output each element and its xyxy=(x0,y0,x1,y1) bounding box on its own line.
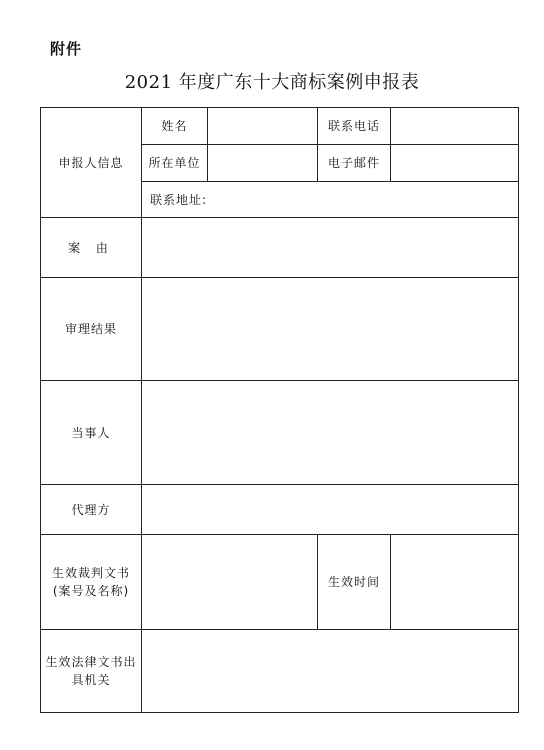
page-title: 2021 年度广东十大商标案例申报表 xyxy=(124,72,420,93)
row-agent xyxy=(41,485,519,535)
judgment-field[interactable] xyxy=(142,535,318,630)
agent-text: 代理方 xyxy=(71,502,111,517)
judgment-label-line2: (案号及名称) xyxy=(52,584,130,598)
email-label-text: 电子邮件 xyxy=(327,156,380,170)
parties-text: 当事人 xyxy=(71,425,111,440)
name-field[interactable] xyxy=(208,108,318,145)
agent-field[interactable] xyxy=(142,485,519,535)
applicant-info-label xyxy=(41,108,142,218)
effective-time-text: 生效时间 xyxy=(327,575,380,589)
address-field[interactable] xyxy=(142,182,519,218)
phone-label xyxy=(318,108,391,145)
agent-label xyxy=(41,485,142,535)
name-label-text: 姓名 xyxy=(161,119,188,133)
applicant-info-text: 申报人信息 xyxy=(58,155,124,170)
case-cause-field[interactable] xyxy=(142,218,519,278)
unit-field[interactable] xyxy=(208,145,318,182)
parties-label xyxy=(41,381,142,485)
name-label xyxy=(142,108,208,145)
trial-result-text: 审理结果 xyxy=(64,322,117,336)
row-name-phone xyxy=(41,108,519,145)
judgment-label xyxy=(41,535,142,630)
row-issuing-authority xyxy=(41,630,519,713)
issuing-authority-label xyxy=(41,630,142,713)
unit-label xyxy=(142,145,208,182)
case-cause-text: 案 由 xyxy=(68,240,114,255)
judgment-label-line1: 生效裁判文书 xyxy=(51,566,130,580)
attachment-label: 附件 xyxy=(50,40,83,58)
parties-field[interactable] xyxy=(142,381,519,485)
trial-result-field[interactable] xyxy=(142,278,519,381)
email-label xyxy=(318,145,391,182)
issuing-authority-field[interactable] xyxy=(142,630,519,713)
case-cause-label xyxy=(41,218,142,278)
issuing-authority-line1: 生效法律文书出 xyxy=(45,655,137,669)
row-parties xyxy=(41,381,519,485)
row-judgment xyxy=(41,535,519,630)
effective-time-field[interactable] xyxy=(391,535,519,630)
email-field[interactable] xyxy=(391,145,519,182)
address-label-text: 联系地址: xyxy=(150,193,208,207)
issuing-authority-line2: 具机关 xyxy=(71,673,111,687)
row-trial-result xyxy=(41,278,519,381)
effective-time-label xyxy=(318,535,391,630)
phone-label-text: 联系电话 xyxy=(327,119,380,133)
row-case-cause xyxy=(41,218,519,278)
phone-field[interactable] xyxy=(391,108,519,145)
unit-label-text: 所在单位 xyxy=(148,156,201,170)
application-form-table xyxy=(40,107,519,713)
trial-result-label xyxy=(41,278,142,381)
